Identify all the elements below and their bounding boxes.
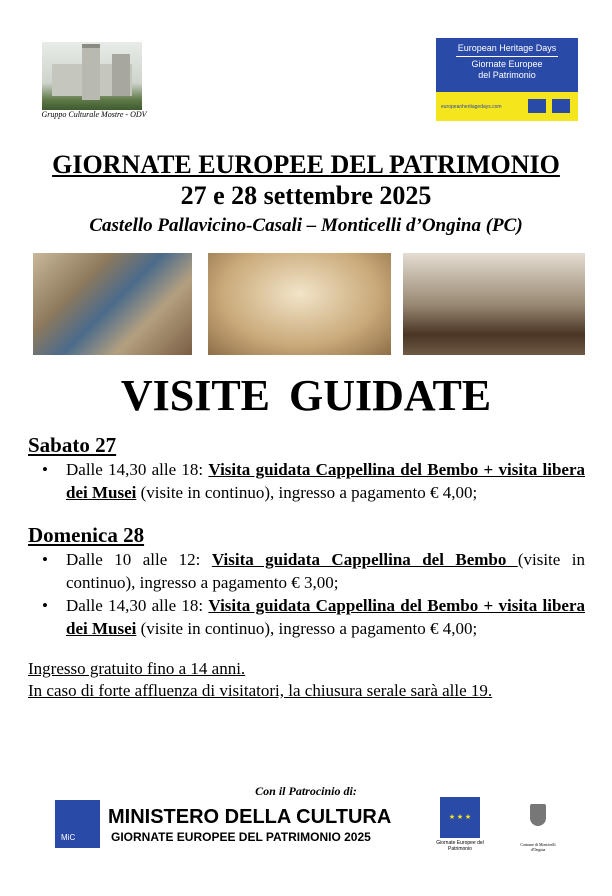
day-heading: Sabato 27 [28,433,117,457]
day-heading: Domenica 28 [28,523,145,547]
european-heritage-days-logo [436,38,578,121]
ehd-url: europeanheritagedays.com [441,104,502,110]
castle-image [42,42,142,110]
gruppo-culturale-logo [30,38,158,122]
schedule [28,432,585,702]
ministry-block [108,805,433,845]
note-closing: In caso di forte affluenza di visitatori, la chiusura serale sarà alle 19. [28,681,493,700]
list-item: • Dalle 14,30 alle 18: Visita guidata Cappellina del Bembo + visita libera dei Musei (visite in continuo), ingresso a pagamento € 4,00; [42,460,585,502]
museum-room-photo [403,253,585,355]
ministry-name: MINISTERO DELLA CULTURA [108,806,392,828]
list-item: • Dalle 14,30 alle 18: Visita guidata Cappellina del Bembo + visita libera dei Musei (visite in continuo), ingresso a pagamento € 4,00; [42,596,585,638]
logo-caption: Gruppo Culturale Mostre - ODV [41,110,147,119]
eu-caption: Giornate Europee del Patrimonio [436,840,484,852]
ehd-line3: del Patrimonio [478,70,536,80]
comune-crest-icon: Comune di Monticelli d'Ongina [518,800,558,840]
main-heading: VISITE GUIDATE [120,371,492,420]
eu-flag-icon [552,99,570,113]
note-free-entry: Ingresso gratuito fino a 14 anni. [28,659,246,678]
fresco-photo [33,253,192,355]
ehd-line2: Giornate Europee [471,59,543,69]
title-location: Castello Pallavicino-Casali – Monticelli d’Ongina (PC) [89,215,523,236]
ehd-line1: European Heritage Days [457,43,557,53]
eu-stars-icon: ★ ★ ★ [440,797,480,838]
list-item: • Dalle 10 alle 12: Visita guidata Cappellina del Bembo (visite in continuo), ingresso a pagamento € 3,00; [42,550,585,592]
mic-logo: MiC [55,800,100,848]
council-europe-flag-icon [528,99,546,113]
patronage-label: Con il Patrocinio di: [255,784,357,798]
ministry-subtitle: GIORNATE EUROPEE DEL PATRIMONIO 2025 [111,830,371,844]
title-line1: GIORNATE EUROPEE DEL PATRIMONIO [52,150,560,179]
museum-vault-photo [208,253,391,355]
title-dates: 27 e 28 settembre 2025 [180,181,432,210]
